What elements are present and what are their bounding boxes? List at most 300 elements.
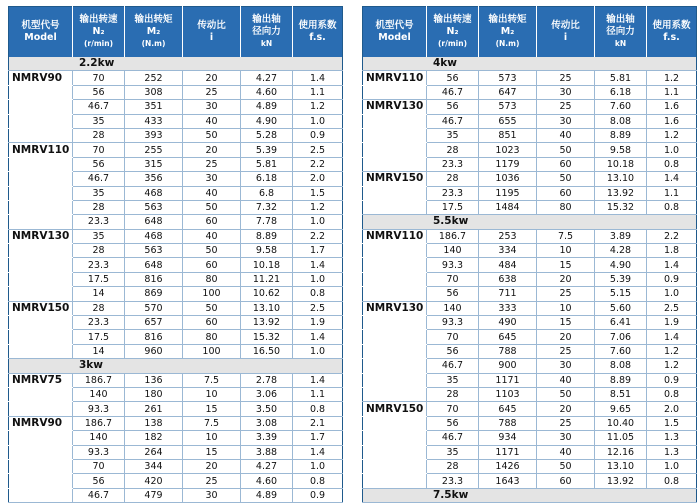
ratio-cell: 30 [537, 431, 595, 445]
radial-force-cell: 7.60 [595, 100, 647, 114]
ratio-cell: 100 [183, 287, 241, 301]
header-output-speed-unit: (r/min) [437, 39, 468, 48]
table-row [9, 488, 343, 502]
table-row [363, 200, 697, 214]
ratio-cell: 20 [183, 459, 241, 473]
service-factor-cell: 1.1 [647, 186, 697, 200]
model-cell [363, 287, 427, 301]
output-torque-cell: 1103 [479, 387, 537, 401]
ratio-cell: 7.5 [183, 416, 241, 430]
ratio-cell: 60 [183, 215, 241, 229]
output-torque-cell: 252 [125, 71, 183, 85]
service-factor-cell: 1.4 [647, 172, 697, 186]
model-cell [9, 186, 73, 200]
right-table-body [363, 57, 697, 503]
radial-force-cell: 5.81 [241, 157, 293, 171]
radial-force-cell: 3.50 [241, 402, 293, 416]
model-cell [9, 258, 73, 272]
header-ratio [183, 7, 241, 58]
radial-force-cell: 15.32 [595, 200, 647, 214]
ratio-cell: 15 [183, 445, 241, 459]
model-cell [9, 474, 73, 488]
model-cell [9, 85, 73, 99]
model-cell [363, 272, 427, 286]
output-torque-cell: 573 [479, 100, 537, 114]
header-radial-force-en: 径向力 [252, 26, 281, 37]
table-row [9, 387, 343, 401]
header-radial-force-zh: 输出轴 [252, 14, 281, 25]
output-torque-cell: 816 [125, 330, 183, 344]
output-speed-cell: 35 [73, 114, 125, 128]
output-torque-cell: 264 [125, 445, 183, 459]
ratio-cell: 30 [183, 100, 241, 114]
radial-force-cell: 10.40 [595, 416, 647, 430]
table-row [363, 100, 697, 114]
model-cell [363, 128, 427, 142]
output-torque-cell: 1171 [479, 373, 537, 387]
table-row [9, 474, 343, 488]
power-section-row [363, 57, 697, 71]
service-factor-cell: 1.2 [647, 71, 697, 85]
radial-force-cell: 3.39 [241, 431, 293, 445]
radial-force-cell: 3.88 [241, 445, 293, 459]
output-torque-cell: 648 [125, 258, 183, 272]
radial-force-cell: 4.90 [241, 114, 293, 128]
output-speed-cell: 140 [73, 431, 125, 445]
output-torque-cell: 960 [125, 344, 183, 358]
ratio-cell: 60 [537, 474, 595, 488]
model-cell [363, 114, 427, 128]
output-torque-cell: 484 [479, 258, 537, 272]
model-cell [363, 416, 427, 430]
header-output-speed [427, 7, 479, 58]
table-row [363, 71, 697, 85]
output-speed-cell: 17.5 [73, 272, 125, 286]
model-cell [363, 200, 427, 214]
table-row [363, 431, 697, 445]
output-torque-cell: 647 [479, 85, 537, 99]
table-row [363, 344, 697, 358]
power-section-row [9, 359, 343, 373]
table-row [9, 244, 343, 258]
output-torque-cell: 136 [125, 373, 183, 387]
service-factor-cell: 1.0 [293, 114, 343, 128]
power-section-row [363, 488, 697, 502]
model-cell [363, 445, 427, 459]
table-row [363, 316, 697, 330]
output-torque-cell: 490 [479, 316, 537, 330]
header-service-factor-en: f.s. [309, 32, 326, 43]
radial-force-cell: 8.08 [595, 359, 647, 373]
output-speed-cell: 46.7 [427, 114, 479, 128]
header-output-torque-zh: 输出转矩 [488, 14, 527, 25]
ratio-cell: 50 [537, 143, 595, 157]
output-torque-cell: 1171 [479, 445, 537, 459]
model-cell [9, 200, 73, 214]
header-ratio-en: i [563, 32, 568, 43]
table-row [9, 114, 343, 128]
radial-force-cell: 8.08 [595, 114, 647, 128]
model-cell: NMRV110 [366, 71, 424, 84]
output-torque-cell: 433 [125, 114, 183, 128]
output-torque-cell: 315 [125, 157, 183, 171]
header-radial-force [595, 7, 647, 58]
output-speed-cell: 93.3 [73, 445, 125, 459]
service-factor-cell: 1.4 [293, 71, 343, 85]
output-torque-cell: 420 [125, 474, 183, 488]
radial-force-cell: 12.16 [595, 445, 647, 459]
radial-force-cell: 4.89 [241, 100, 293, 114]
output-speed-cell: 140 [427, 301, 479, 315]
output-torque-cell: 563 [125, 244, 183, 258]
service-factor-cell: 2.2 [293, 157, 343, 171]
ratio-cell: 50 [537, 172, 595, 186]
header-output-speed-unit: (r/min) [83, 39, 114, 48]
output-torque-cell: 900 [479, 359, 537, 373]
ratio-cell: 10 [537, 244, 595, 258]
model-cell [9, 244, 73, 258]
table-row [363, 359, 697, 373]
output-speed-cell: 23.3 [427, 474, 479, 488]
header-output-torque [125, 7, 183, 58]
output-speed-cell: 46.7 [73, 100, 125, 114]
ratio-cell: 50 [537, 459, 595, 473]
right-table-header [363, 7, 697, 58]
output-torque-cell: 308 [125, 85, 183, 99]
radial-force-cell: 4.60 [241, 474, 293, 488]
table-row [9, 459, 343, 473]
ratio-cell: 50 [183, 200, 241, 214]
radial-force-cell: 4.90 [595, 258, 647, 272]
radial-force-cell: 9.58 [241, 244, 293, 258]
service-factor-cell: 1.0 [647, 459, 697, 473]
service-factor-cell: 1.4 [293, 258, 343, 272]
service-factor-cell: 2.0 [293, 172, 343, 186]
table-row [9, 85, 343, 99]
ratio-cell: 80 [537, 200, 595, 214]
header-ratio [537, 7, 595, 58]
model-cell: NMRV150 [366, 172, 424, 185]
radial-force-cell: 8.89 [595, 373, 647, 387]
table-row [9, 258, 343, 272]
table-row [9, 344, 343, 358]
service-factor-cell: 1.1 [647, 85, 697, 99]
model-cell [9, 445, 73, 459]
output-torque-cell: 657 [125, 316, 183, 330]
header-service-factor-zh: 使用系数 [298, 20, 337, 31]
radial-force-cell: 15.32 [241, 330, 293, 344]
service-factor-cell: 1.0 [293, 215, 343, 229]
output-torque-cell: 344 [125, 459, 183, 473]
service-factor-cell: 1.4 [647, 258, 697, 272]
output-speed-cell: 35 [73, 229, 125, 243]
radial-force-cell: 13.92 [595, 186, 647, 200]
table-row [363, 301, 697, 315]
table-row [9, 316, 343, 330]
output-speed-cell: 56 [427, 287, 479, 301]
model-cell [9, 402, 73, 416]
table-row [9, 157, 343, 171]
table-row [363, 387, 697, 401]
model-cell [9, 316, 73, 330]
model-cell [363, 186, 427, 200]
output-speed-cell: 46.7 [427, 359, 479, 373]
header-ratio-zh: 传动比 [551, 20, 580, 31]
model-cell: NMRV75 [12, 373, 63, 386]
power-section-label: 4kw [363, 57, 697, 71]
ratio-cell: 40 [183, 186, 241, 200]
output-torque-cell: 261 [125, 402, 183, 416]
model-cell [363, 359, 427, 373]
output-speed-cell: 140 [427, 244, 479, 258]
service-factor-cell: 2.5 [647, 301, 697, 315]
radial-force-cell: 11.05 [595, 431, 647, 445]
power-section-label: 3kw [9, 359, 343, 373]
table-row [363, 373, 697, 387]
model-cell [9, 459, 73, 473]
table-row [9, 416, 343, 430]
header-radial-force-en: 径向力 [606, 26, 635, 37]
output-torque-cell: 934 [479, 431, 537, 445]
output-speed-cell: 23.3 [427, 157, 479, 171]
table-row [363, 85, 697, 99]
service-factor-cell: 1.3 [647, 431, 697, 445]
output-speed-cell: 70 [73, 459, 125, 473]
radial-force-cell: 9.65 [595, 402, 647, 416]
radial-force-cell: 8.89 [241, 229, 293, 243]
model-cell: NMRV90 [12, 71, 63, 84]
ratio-cell: 40 [537, 445, 595, 459]
output-speed-cell: 93.3 [427, 258, 479, 272]
output-torque-cell: 468 [125, 186, 183, 200]
table-row [9, 301, 343, 315]
output-torque-cell: 816 [125, 272, 183, 286]
ratio-cell: 100 [183, 344, 241, 358]
output-speed-cell: 70 [427, 402, 479, 416]
table-row [9, 330, 343, 344]
service-factor-cell: 1.0 [647, 143, 697, 157]
radial-force-cell: 5.81 [595, 71, 647, 85]
radial-force-cell: 4.27 [241, 71, 293, 85]
service-factor-cell: 1.3 [647, 445, 697, 459]
table-row [363, 416, 697, 430]
output-speed-cell: 46.7 [73, 172, 125, 186]
ratio-cell: 20 [537, 330, 595, 344]
output-speed-cell: 70 [73, 143, 125, 157]
service-factor-cell: 1.9 [293, 316, 343, 330]
model-cell [9, 344, 73, 358]
table-row [9, 287, 343, 301]
output-speed-cell: 46.7 [73, 488, 125, 502]
model-cell [9, 114, 73, 128]
table-row [9, 402, 343, 416]
power-section-row [9, 57, 343, 71]
ratio-cell: 25 [537, 344, 595, 358]
model-cell [9, 272, 73, 286]
service-factor-cell: 1.2 [647, 359, 697, 373]
ratio-cell: 20 [537, 272, 595, 286]
header-service-factor [647, 7, 697, 58]
table-row [363, 244, 697, 258]
output-torque-cell: 1036 [479, 172, 537, 186]
output-torque-cell: 648 [125, 215, 183, 229]
service-factor-cell: 1.4 [293, 330, 343, 344]
ratio-cell: 60 [183, 258, 241, 272]
radial-force-cell: 6.8 [241, 186, 293, 200]
service-factor-cell: 1.0 [293, 344, 343, 358]
service-factor-cell: 1.1 [293, 85, 343, 99]
left-table-header [9, 7, 343, 58]
model-cell [9, 215, 73, 229]
ratio-cell: 60 [537, 157, 595, 171]
service-factor-cell: 0.8 [293, 474, 343, 488]
output-speed-cell: 28 [427, 172, 479, 186]
output-torque-cell: 645 [479, 330, 537, 344]
output-torque-cell: 255 [125, 143, 183, 157]
output-torque-cell: 573 [479, 71, 537, 85]
output-speed-cell: 70 [427, 272, 479, 286]
header-output-torque-unit: (N.m) [495, 39, 520, 48]
output-speed-cell: 23.3 [73, 215, 125, 229]
ratio-cell: 15 [537, 316, 595, 330]
ratio-cell: 30 [537, 85, 595, 99]
output-speed-cell: 56 [427, 416, 479, 430]
radial-force-cell: 4.27 [241, 459, 293, 473]
model-cell [363, 459, 427, 473]
service-factor-cell: 1.7 [293, 431, 343, 445]
service-factor-cell: 2.2 [647, 229, 697, 243]
output-torque-cell: 563 [125, 200, 183, 214]
output-torque-cell: 655 [479, 114, 537, 128]
output-torque-cell: 468 [125, 229, 183, 243]
ratio-cell: 30 [537, 114, 595, 128]
radial-force-cell: 5.15 [595, 287, 647, 301]
service-factor-cell: 1.6 [647, 100, 697, 114]
radial-force-cell: 5.28 [241, 128, 293, 142]
output-speed-cell: 35 [427, 373, 479, 387]
header-output-speed-zh: 输出转速 [79, 14, 118, 25]
ratio-cell: 10 [183, 431, 241, 445]
radial-force-cell: 7.60 [595, 344, 647, 358]
ratio-cell: 50 [537, 387, 595, 401]
output-torque-cell: 1426 [479, 459, 537, 473]
output-torque-cell: 333 [479, 301, 537, 315]
header-output-speed [73, 7, 125, 58]
output-speed-cell: 23.3 [73, 258, 125, 272]
output-speed-cell: 35 [427, 128, 479, 142]
ratio-cell: 30 [537, 359, 595, 373]
ratio-cell: 7.5 [537, 229, 595, 243]
service-factor-cell: 0.9 [293, 488, 343, 502]
model-cell [9, 330, 73, 344]
output-speed-cell: 35 [73, 186, 125, 200]
output-speed-cell: 140 [73, 387, 125, 401]
table-row [363, 445, 697, 459]
header-ratio-en: i [209, 32, 214, 43]
output-speed-cell: 56 [73, 157, 125, 171]
ratio-cell: 40 [537, 128, 595, 142]
output-torque-cell: 788 [479, 344, 537, 358]
header-output-torque-en: M₂ [500, 26, 515, 37]
output-speed-cell: 186.7 [73, 416, 125, 430]
header-radial-force-unit: kN [614, 39, 627, 48]
model-cell: NMRV150 [12, 301, 70, 314]
ratio-cell: 7.5 [183, 373, 241, 387]
header-model-zh: 机型代号 [375, 20, 414, 31]
output-torque-cell: 869 [125, 287, 183, 301]
ratio-cell: 40 [537, 373, 595, 387]
output-speed-cell: 56 [73, 85, 125, 99]
radial-force-cell: 13.92 [595, 474, 647, 488]
model-cell [9, 172, 73, 186]
model-cell: NMRV90 [12, 416, 63, 429]
output-torque-cell: 356 [125, 172, 183, 186]
ratio-cell: 50 [183, 301, 241, 315]
ratio-cell: 50 [183, 128, 241, 142]
model-cell: NMRV130 [366, 100, 424, 113]
header-ratio-zh: 传动比 [197, 20, 226, 31]
model-cell [363, 330, 427, 344]
header-model [9, 7, 73, 58]
ratio-cell: 60 [183, 316, 241, 330]
output-speed-cell: 46.7 [427, 431, 479, 445]
output-torque-cell: 851 [479, 128, 537, 142]
ratio-cell: 20 [537, 402, 595, 416]
service-factor-cell: 1.2 [293, 100, 343, 114]
table-row [363, 272, 697, 286]
table-row [363, 114, 697, 128]
service-factor-cell: 1.2 [647, 128, 697, 142]
output-speed-cell: 17.5 [427, 200, 479, 214]
output-speed-cell: 35 [427, 445, 479, 459]
output-speed-cell: 28 [73, 244, 125, 258]
header-radial-force [241, 7, 293, 58]
model-cell [9, 431, 73, 445]
ratio-cell: 25 [537, 287, 595, 301]
model-cell [9, 287, 73, 301]
service-factor-cell: 1.0 [647, 287, 697, 301]
output-speed-cell: 56 [427, 71, 479, 85]
radial-force-cell: 13.10 [595, 172, 647, 186]
model-cell [363, 157, 427, 171]
service-factor-cell: 0.8 [647, 157, 697, 171]
header-row [9, 7, 343, 58]
left-spec-table [8, 6, 343, 503]
ratio-cell: 25 [183, 157, 241, 171]
output-torque-cell: 182 [125, 431, 183, 445]
table-row [9, 431, 343, 445]
ratio-cell: 20 [183, 143, 241, 157]
service-factor-cell: 1.5 [293, 186, 343, 200]
output-torque-cell: 253 [479, 229, 537, 243]
header-output-speed-en: N₂ [446, 26, 459, 37]
radial-force-cell: 10.62 [241, 287, 293, 301]
radial-force-cell: 3.89 [595, 229, 647, 243]
output-speed-cell: 186.7 [73, 373, 125, 387]
output-speed-cell: 70 [73, 71, 125, 85]
radial-force-cell: 11.21 [241, 272, 293, 286]
service-factor-cell: 0.9 [647, 272, 697, 286]
header-output-torque-en: M₂ [146, 26, 161, 37]
ratio-cell: 15 [537, 258, 595, 272]
right-spec-table [362, 6, 697, 503]
service-factor-cell: 1.0 [293, 459, 343, 473]
radial-force-cell: 8.51 [595, 387, 647, 401]
radial-force-cell: 7.32 [241, 200, 293, 214]
radial-force-cell: 5.60 [595, 301, 647, 315]
radial-force-cell: 6.18 [241, 172, 293, 186]
service-factor-cell: 2.5 [293, 143, 343, 157]
